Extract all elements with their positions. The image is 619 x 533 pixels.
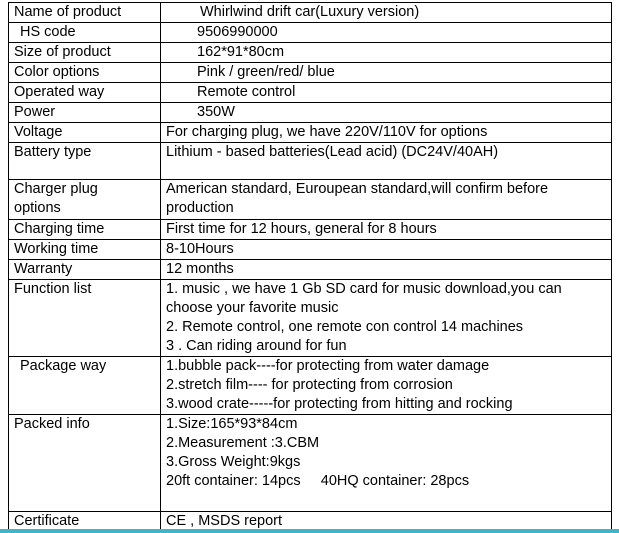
table-row bbox=[9, 260, 612, 280]
cell-text: Working time bbox=[14, 241, 99, 257]
row-label bbox=[9, 220, 161, 240]
cell-text: 3.Gross Weight:9kgs bbox=[166, 454, 301, 470]
row-label bbox=[9, 103, 161, 123]
cell-text: Whirlwind drift car(Luxury version) bbox=[200, 4, 420, 20]
row-value bbox=[161, 143, 612, 180]
table-row bbox=[9, 23, 612, 43]
bottom-edge-bar bbox=[0, 529, 619, 533]
cell-text: HS code bbox=[20, 24, 76, 40]
cell-text: 1. music , we have 1 Gb SD card for music download,you can bbox=[166, 281, 562, 297]
cell-text: 3.wood crate-----for protecting from hitting and rocking bbox=[166, 396, 513, 412]
row-value bbox=[161, 180, 612, 220]
cell-text: CE , MSDS report bbox=[166, 513, 283, 529]
row-value bbox=[161, 415, 612, 512]
row-value bbox=[161, 240, 612, 260]
cell-text: 1.Size:165*93*84cm bbox=[166, 416, 298, 432]
row-value bbox=[161, 220, 612, 240]
cell-text: production bbox=[166, 200, 234, 216]
cell-text: 2.stretch film---- for protecting from corrosion bbox=[166, 377, 453, 393]
cell-text: American standard, Euroupean standard,will confirm before bbox=[166, 181, 549, 197]
cell-text: First time for 12 hours, general for 8 hours bbox=[166, 221, 437, 237]
table-row bbox=[9, 415, 612, 512]
cell-text: Size of product bbox=[14, 44, 111, 60]
product-spec-table bbox=[8, 2, 612, 532]
table-row bbox=[9, 357, 612, 415]
row-label bbox=[9, 123, 161, 143]
cell-text: Function list bbox=[14, 281, 92, 297]
cell-text: choose your favorite music bbox=[166, 300, 339, 316]
table-row bbox=[9, 280, 612, 357]
row-label bbox=[9, 240, 161, 260]
cell-text: Battery type bbox=[14, 144, 92, 160]
cell-text: Lithium - based batteries(Lead acid) (DC24V/40AH) bbox=[166, 144, 499, 160]
row-label bbox=[9, 3, 161, 23]
row-value bbox=[161, 83, 612, 103]
row-label bbox=[9, 23, 161, 43]
row-label bbox=[9, 43, 161, 63]
cell-text: Color options bbox=[14, 64, 100, 80]
cell-text: Packed info bbox=[14, 416, 90, 432]
table-row bbox=[9, 143, 612, 180]
row-value bbox=[161, 260, 612, 280]
table-row bbox=[9, 180, 612, 220]
cell-text: Package way bbox=[20, 358, 107, 374]
row-label bbox=[9, 280, 161, 357]
cell-text: 9506990000 bbox=[197, 24, 278, 40]
table-row bbox=[9, 3, 612, 23]
table-row bbox=[9, 220, 612, 240]
cell-text: Charger plug bbox=[14, 181, 98, 197]
cell-text: 350W bbox=[197, 104, 235, 120]
row-value bbox=[161, 123, 612, 143]
row-value bbox=[161, 3, 612, 23]
row-label bbox=[9, 63, 161, 83]
cell-text: 1.bubble pack----for protecting from water damage bbox=[166, 358, 490, 374]
row-value bbox=[161, 280, 612, 357]
row-label bbox=[9, 143, 161, 180]
cell-text: Power bbox=[14, 104, 56, 120]
cell-text: Pink / green/red/ blue bbox=[197, 64, 335, 80]
cell-text: For charging plug, we have 220V/110V for options bbox=[166, 124, 488, 140]
row-label bbox=[9, 415, 161, 512]
cell-text: 8-10Hours bbox=[166, 241, 234, 257]
row-value bbox=[161, 103, 612, 123]
cell-text: options bbox=[14, 200, 61, 216]
cell-text: 2.Measurement :3.CBM bbox=[166, 435, 320, 451]
row-label bbox=[9, 83, 161, 103]
row-value bbox=[161, 357, 612, 415]
cell-text: Warranty bbox=[14, 261, 73, 277]
table-row bbox=[9, 83, 612, 103]
table-row bbox=[9, 123, 612, 143]
table-row bbox=[9, 63, 612, 83]
cell-text: Remote control bbox=[197, 84, 296, 100]
table-row bbox=[9, 43, 612, 63]
row-label bbox=[9, 260, 161, 280]
row-value bbox=[161, 63, 612, 83]
row-value bbox=[161, 23, 612, 43]
row-value bbox=[161, 43, 612, 63]
cell-text: Certificate bbox=[14, 513, 80, 529]
table-row bbox=[9, 103, 612, 123]
cell-text: Operated way bbox=[14, 84, 105, 100]
row-label bbox=[9, 357, 161, 415]
cell-text: Voltage bbox=[14, 124, 63, 140]
cell-text: Charging time bbox=[14, 221, 105, 237]
table-row bbox=[9, 240, 612, 260]
cell-text: 162*91*80cm bbox=[197, 44, 285, 60]
row-label bbox=[9, 180, 161, 220]
cell-text: 2. Remote control, one remote con control 14 machines bbox=[166, 319, 524, 335]
cell-text: Name of product bbox=[14, 4, 122, 20]
cell-text: 3 . Can riding around for fun bbox=[166, 338, 347, 354]
cell-text: 20ft container: 14pcs 40HQ container: 28pcs bbox=[166, 473, 470, 489]
cell-text: 12 months bbox=[166, 261, 234, 277]
